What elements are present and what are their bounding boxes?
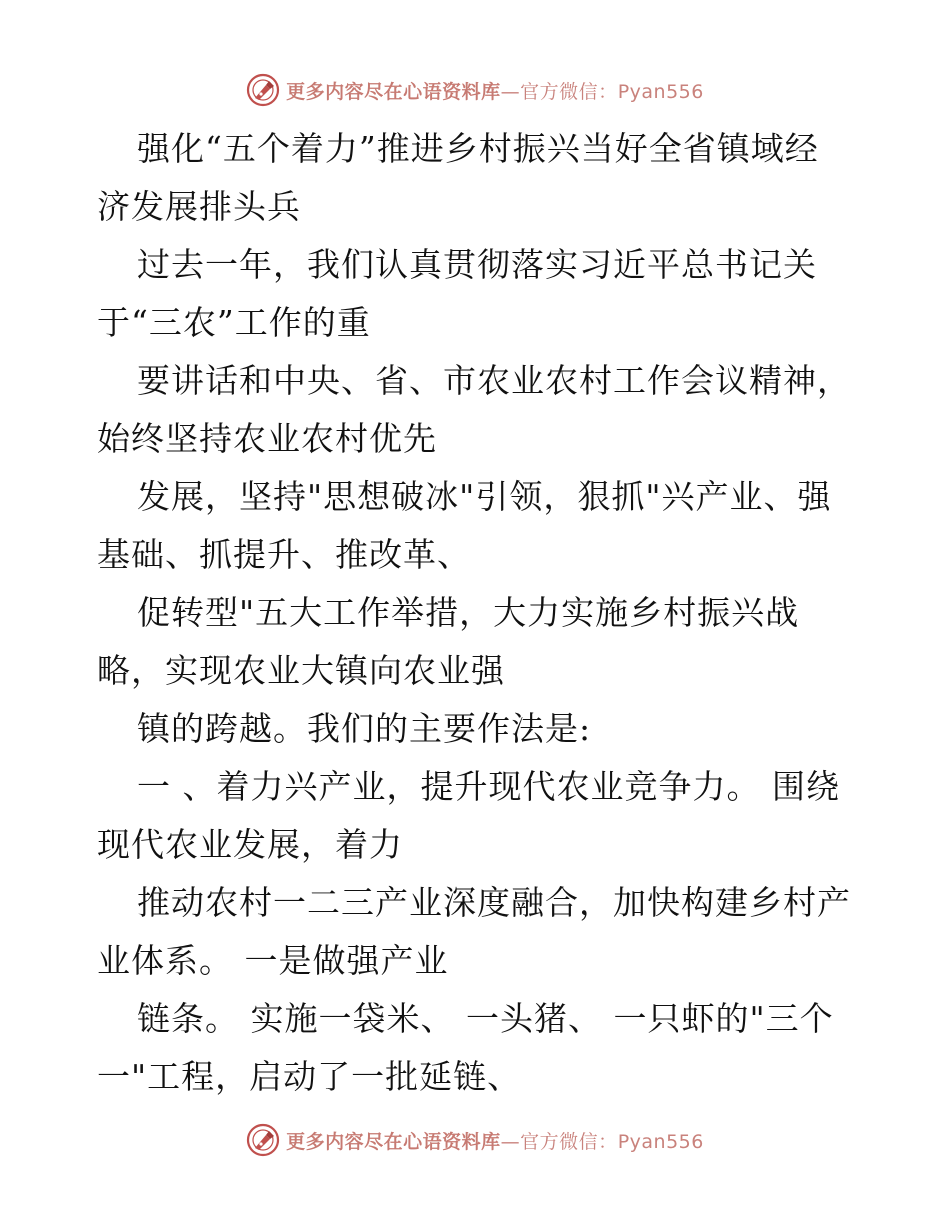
header-watermark-text: 更多内容尽在心语资料库—官方微信：Pyan556 bbox=[286, 80, 704, 103]
paragraph-line: 镇的跨越。我们的主要作法是: bbox=[137, 709, 592, 748]
paragraph-line: 一 、着力兴产业，提升现代农业竞争力。 围绕 bbox=[137, 767, 840, 806]
paragraph-line: 基础、抓提升、推改革、 bbox=[97, 535, 471, 574]
paragraph-line: 略，实现农业大镇向农业强 bbox=[97, 651, 505, 690]
paragraph-line: 推动农村一二三产业深度融合，加快构建乡村产 bbox=[137, 883, 851, 922]
header-watermark bbox=[0, 70, 950, 110]
footer-watermark bbox=[0, 1120, 950, 1160]
paragraph-line: 发展，坚持"思想破冰"引领，狠抓"兴产业、强 bbox=[137, 477, 832, 516]
paragraph-line: 促转型"五大工作举措，大力实施乡村振兴战 bbox=[137, 593, 800, 632]
paragraph-line: 现代农业发展，着力 bbox=[97, 825, 403, 864]
paragraph-line: 于“三农”工作的重 bbox=[97, 303, 371, 342]
paragraph-line: 济发展排头兵 bbox=[97, 187, 301, 226]
document-body bbox=[97, 120, 857, 1106]
paragraph-line: 链条。 实施一袋米、 一头猪、 一只虾的"三个 bbox=[137, 999, 834, 1038]
pen-nib-logo-icon bbox=[246, 1123, 280, 1157]
paragraph-line: 始终坚持农业农村优先 bbox=[97, 419, 437, 458]
paragraph-line: 过去一年，我们认真贯彻落实习近平总书记关 bbox=[137, 245, 817, 284]
paragraph-line: 强化“五个着力”推进乡村振兴当好全省镇域经 bbox=[137, 129, 819, 168]
paragraph-line: 一"工程，启动了一批延链、 bbox=[97, 1057, 522, 1096]
paragraph-line: 要讲话和中央、省、市农业农村工作会议精神， bbox=[137, 361, 851, 400]
paragraph-line: 业体系。 一是做强产业 bbox=[97, 941, 449, 980]
footer-watermark-text: 更多内容尽在心语资料库—官方微信：Pyan556 bbox=[286, 1130, 704, 1153]
pen-nib-logo-icon bbox=[246, 73, 280, 107]
